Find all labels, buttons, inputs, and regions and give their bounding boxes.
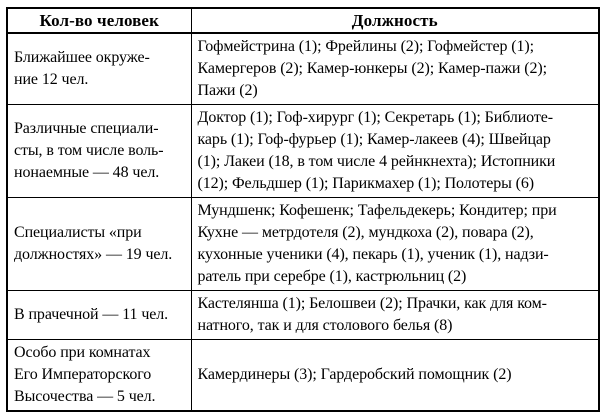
text-line: натного, так и для столового белья (8) (197, 317, 453, 334)
header-cell-position (191, 8, 599, 33)
text-line: (1); Лакеи (18, в том числе 4 рейнкнехта); Истопники (197, 153, 556, 170)
text-line: Особо при комнатах (14, 344, 151, 361)
text-line: Гофмейстрина (1); Фрейлины (2); Гофмейстер (1); (197, 38, 534, 55)
position-cell (191, 340, 599, 412)
position-cell (191, 105, 599, 198)
position-cell (191, 291, 599, 340)
text-line: Мундшенк; Кофешенк; Тафельдекерь; Кондитер; при (197, 202, 557, 219)
text-line: сты, в том числе воль- (14, 142, 164, 159)
text-line: ние 12 чел. (14, 71, 89, 88)
header-position-label: Должность (351, 10, 438, 30)
text-line: ратель при серебре (1), кастрюльниц (2) (197, 268, 467, 285)
text-line: Его Императорского (14, 366, 152, 383)
header-row (7, 8, 599, 33)
text-line: Камергеров (2); Камер-юнкеры (2); Камер-пажи (2); (197, 60, 547, 77)
position-cell (191, 198, 599, 291)
text-line: Различные специали- (14, 120, 159, 137)
staff-table (6, 7, 600, 412)
text-line: Пажи (2) (197, 82, 258, 99)
text-line: Доктор (1); Гоф-хирург (1); Секретарь (1); Библиоте- (197, 109, 553, 126)
text-line: Высочества — 5 чел. (14, 388, 156, 405)
text-line: нонаемные — 48 чел. (14, 164, 160, 181)
text-line: В прачечной — 11 чел. (14, 306, 169, 323)
table-row (7, 105, 599, 198)
text-line: (12); Фельдшер (1); Парикмахер (1); Полотеры (6) (197, 175, 535, 192)
table-row (7, 340, 599, 412)
text-line: Кухне — метрдотеля (2), мундкоха (2), повара (2), (197, 224, 534, 241)
text-line: Специалисты «при (14, 224, 142, 241)
people-cell (7, 33, 191, 105)
text-line: карь (1); Гоф-фурьер (1); Камер-лакеев (4); Швейцар (197, 131, 551, 148)
table-row (7, 198, 599, 291)
position-cell (191, 33, 599, 105)
header-cell-people-count (7, 8, 191, 33)
text-line: Ближайшее окруже- (14, 49, 150, 66)
text-line: кухонные ученики (4), пекарь (1), ученик (1), надзи- (197, 246, 549, 263)
header-people-count-label: Кол-во человек (39, 10, 159, 30)
people-cell (7, 198, 191, 291)
text-line: Камердинеры (3); Гардеробский помощник (2) (197, 366, 512, 383)
table-body (7, 33, 599, 411)
text-line: должностях» — 19 чел. (14, 246, 173, 263)
table-row (7, 33, 599, 105)
people-cell (7, 105, 191, 198)
text-line: Кастелянша (1); Белошвеи (2); Прачки, как для ком- (197, 295, 547, 312)
people-cell (7, 291, 191, 340)
people-cell (7, 340, 191, 412)
table-row (7, 291, 599, 340)
